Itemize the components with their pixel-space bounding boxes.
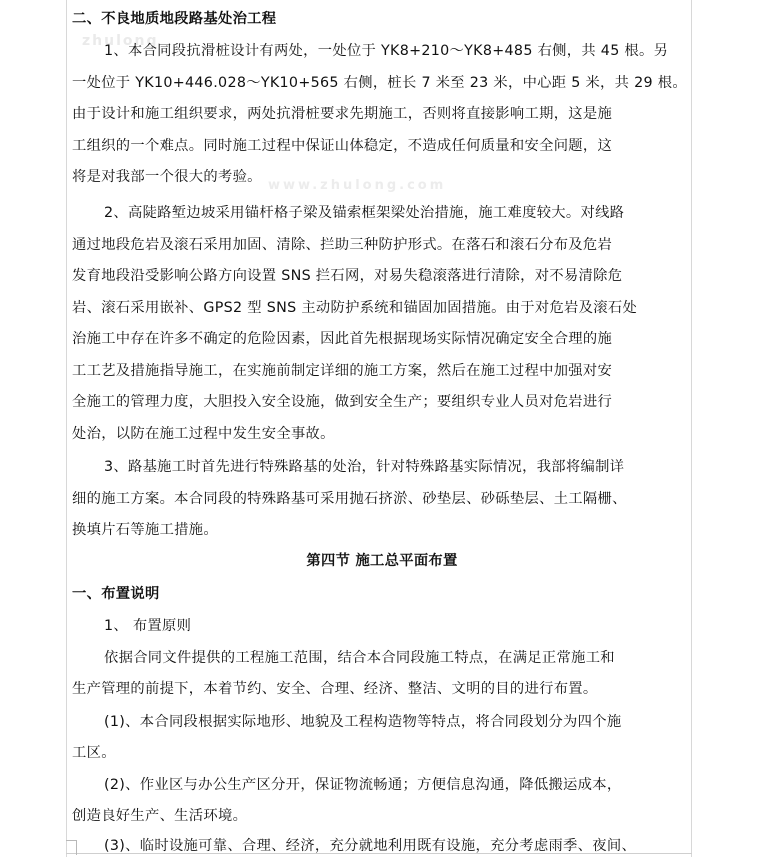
paragraph-line: 工组织的一个难点。同时施工过程中保证山体稳定，不造成任何质量和安全问题，这: [72, 138, 613, 154]
paragraph-line: 全施工的管理力度，大胆投入安全设施，做到安全生产；要组织专业人员对危岩进行: [72, 394, 613, 410]
paragraph-line: 发育地段沿受影响公路方向设置 SNS 拦石网，对易失稳滚落进行清除，对不易清除危: [72, 268, 623, 284]
paragraph-line: 一处位于 YK10+446.028～YK10+565 右侧，桩长 7 米至 23 米，中心距 5 米，共 29 根。: [72, 75, 687, 91]
section-title: 第四节 施工总平面布置: [306, 553, 458, 569]
paragraph-line: 通过地段危岩及滚石采用加固、清除、拦助三种防护形式。在落石和滚石分布及危岩: [72, 237, 613, 253]
paragraph-line: 工区。: [72, 745, 116, 761]
paragraph-line: 将是对我部一个很大的考验。: [72, 169, 262, 185]
paragraph-line: 岩、滚石采用嵌补、GPS2 型 SNS 主动防护系统和锚固加固措施。由于对危岩及滚石处: [72, 300, 638, 316]
page-corner-mark: [66, 840, 77, 855]
page-left-edge: [66, 0, 67, 857]
paragraph-line: 2、高陡路堑边坡采用锚杆格子梁及锚索框架梁处治措施，施工难度较大。对线路: [104, 205, 625, 221]
heading-bad-geology: 二、不良地质地段路基处治工程: [72, 11, 277, 27]
paragraph-line: 工工艺及措施指导施工，在实施前制定详细的施工方案，然后在施工过程中加强对安: [72, 363, 613, 379]
paragraph-line: 创造良好生产、生活环境。: [72, 808, 248, 824]
paragraph-line: 依据合同文件提供的工程施工范围，结合本合同段施工特点，在满足正常施工和: [104, 650, 615, 666]
paragraph-line: 由于设计和施工组织要求，两处抗滑桩要求先期施工，否则将直接影响工期，这是施: [72, 106, 613, 122]
watermark-url: www.zhulong.com: [268, 178, 447, 193]
paragraph-line: 换填片石等施工措施。: [72, 522, 218, 538]
paragraph-line: 生产管理的前提下，本着节约、安全、合理、经济、整洁、文明的目的进行布置。: [72, 681, 598, 697]
paragraph-line: 3、路基施工时首先进行特殊路基的处治，针对特殊路基实际情况，我部将编制详: [104, 459, 625, 475]
paragraph-line: (1)、本合同段根据实际地形、地貌及工程构造物等特点，将合同段划分为四个施: [104, 714, 622, 730]
paragraph-line: (3)、临时设施可靠、合理、经济，充分就地利用既有设施，充分考虑雨季、夜间、: [104, 838, 637, 854]
paragraph-line: 1、本合同段抗滑桩设计有两处，一处位于 YK8+210～YK8+485 右侧，共 45 根。另: [104, 43, 669, 59]
paragraph-line: 细的施工方案。本合同段的特殊路基可采用抛石挤淤、砂垫层、砂砾垫层、土工隔栅、: [72, 491, 627, 507]
heading-layout-description: 一、布置说明: [72, 586, 160, 602]
watermark-logo: zhulong: [82, 33, 159, 49]
paragraph-line: 治施工中存在许多不确定的危险因素，因此首先根据现场实际情况确定安全合理的施: [72, 331, 613, 347]
paragraph-line: (2)、作业区与办公生产区分开，保证物流畅通；方便信息沟通，降低搬运成本，: [104, 777, 622, 793]
paragraph-line: 处治，以防在施工过程中发生安全事故。: [72, 426, 335, 442]
sub-heading-layout-principles: 1、 布置原则: [104, 618, 192, 634]
